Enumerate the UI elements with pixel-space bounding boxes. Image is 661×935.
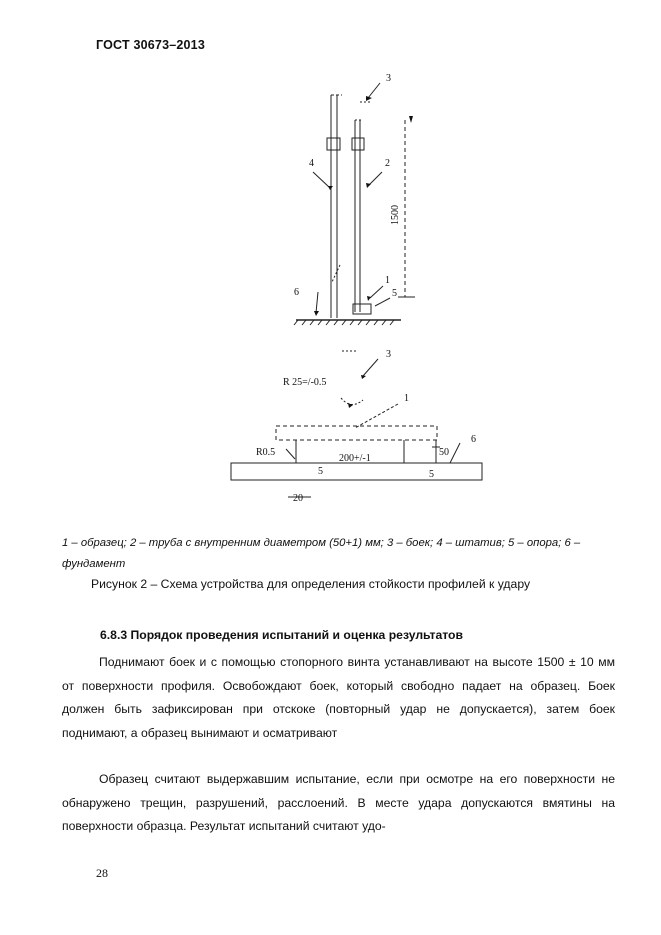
specimen-bottom <box>276 426 437 440</box>
label-4: 4 <box>309 158 314 169</box>
support-top <box>353 304 371 314</box>
paragraph-evaluation <box>62 768 615 839</box>
pipe-drawing <box>327 95 364 318</box>
label-3-bottom: 3 <box>386 349 391 360</box>
section-heading: 6.8.3 Порядок проведения испытаний и оценка результатов <box>100 628 463 642</box>
radius-0-5-label: R0.5 <box>256 447 276 458</box>
paragraph-procedure <box>62 651 615 745</box>
dimension-20: 20 <box>293 493 303 504</box>
figure-legend: 1 – образец; 2 – труба с внутренним диаметром (50+1) мм; 3 – боек; 4 – штатив; 5 – опора; 6 – фундамент <box>62 537 581 570</box>
label-1-top: 1 <box>385 275 390 286</box>
paragraph-2-text: Образец считают выдержавшим испытание, если при осмотре на его поверхности не обнаружено трещин, разрушений, расслоений. В месте удара допускаются вмятины на поверхности образца. Результат испытаний считают удо- <box>62 772 615 833</box>
striker-bottom <box>341 351 363 405</box>
label-5-top: 5 <box>392 288 397 299</box>
label-5-right: 5 <box>429 469 434 480</box>
dimension-1500: 1500 <box>390 205 401 225</box>
label-1-bottom: 1 <box>404 393 409 404</box>
page-number: 28 <box>96 866 108 880</box>
dimension-200: 200+/-1 <box>339 453 371 464</box>
foundation-top <box>294 320 401 325</box>
label-2: 2 <box>385 158 390 169</box>
document-header: ГОСТ 30673–2013 <box>96 38 205 52</box>
dimension-50: 50 <box>439 447 449 458</box>
figure-caption: Рисунок 2 – Схема устройства для определения стойкости профилей к удару <box>91 577 531 591</box>
label-5-left: 5 <box>318 466 323 477</box>
label-6-bottom: 6 <box>471 434 476 445</box>
radius-25-label: R 25=/-0.5 <box>283 377 327 388</box>
label-3-top: 3 <box>386 73 391 84</box>
paragraph-1-text: Поднимают боек и с помощью стопорного винта устанавливают на высоте 1500 ± 10 мм от поверхности профиля. Освобождают боек, который свободно падает на образец. Боек должен быть зафиксирован при отскоке (повторный удар не допускается), затем боек поднимают, а образец вынимают и осматривают <box>62 655 615 740</box>
label-6-top: 6 <box>294 287 299 298</box>
